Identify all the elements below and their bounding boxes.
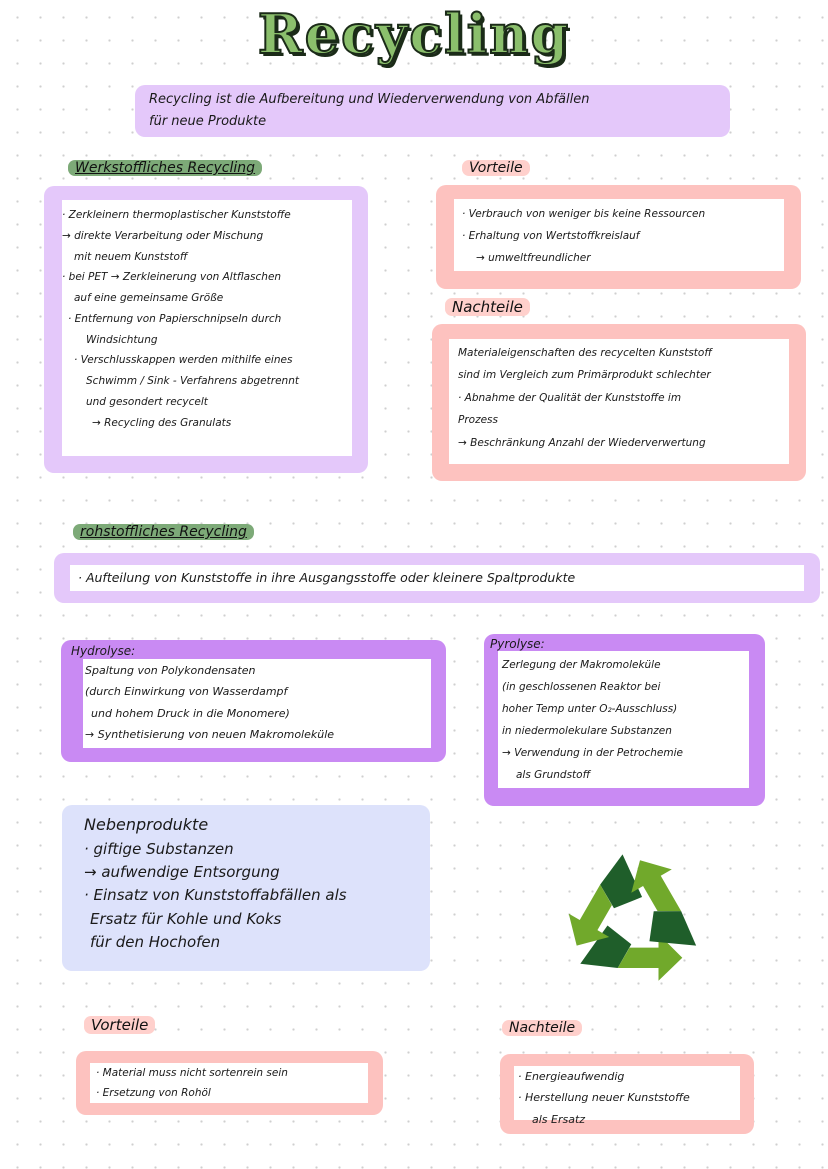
werkstofflich-line: → Recycling des Granulats <box>92 416 232 429</box>
definition-text <box>149 89 589 133</box>
vorteile-label: Vorteile <box>462 160 530 176</box>
vorteile-line: · Erhaltung von Wertstoffkreislauf <box>462 230 640 243</box>
hydrolyse-line: und hohem Druck in die Monomere) <box>91 706 290 720</box>
werkstofflich-line: · Entfernung von Papierschnipseln durch <box>68 312 282 325</box>
werkstofflich-text <box>62 205 299 434</box>
vorteile-box <box>76 1051 383 1115</box>
werkstofflich-line: Windsichtung <box>86 333 158 346</box>
hydrolyse-box <box>61 640 446 762</box>
definition-line: Recycling ist die Aufbereitung und Wiederverwendung von Abfällen <box>149 92 590 107</box>
nebenprodukte-line: für den Hochofen <box>90 932 221 951</box>
pyrolyse-line: Zerlegung der Makromoleküle <box>502 659 661 671</box>
vorteile-line: · Ersetzung von Rohöl <box>96 1087 211 1100</box>
werkstofflich-line: mit neuem Kunststoff <box>74 250 188 263</box>
nachteile-line: Prozess <box>458 414 498 427</box>
pyrolyse-line: in niedermolekulare Substanzen <box>502 725 672 738</box>
nebenprodukte-line: · giftige Substanzen <box>84 839 234 858</box>
rohstofflich-line: · Aufteilung von Kunststoffe in ihre Ausgangsstoffe oder kleinere Spaltprodukte <box>78 570 576 585</box>
nebenprodukte-line: · Einsatz von Kunststoffabfällen als <box>84 886 347 905</box>
nachteile-line: als Ersatz <box>532 1112 586 1126</box>
werkstofflich-line: · bei PET → Zerkleinerung von Altflaschen <box>62 271 282 284</box>
nebenprodukte-box <box>62 805 430 971</box>
werkstofflich-line: und gesondert recycelt <box>86 396 208 409</box>
vorteile-label: Vorteile <box>84 1016 155 1034</box>
nachteile-box <box>432 324 806 481</box>
werkstofflich-line: auf eine gemeinsame Größe <box>74 292 224 305</box>
nebenprodukte-heading: Nebenprodukte <box>84 815 209 834</box>
werkstofflich-line: Schwimm / Sink - Verfahrens abgetrennt <box>86 375 299 388</box>
nachteile-line: Materialeigenschaften des recycelten Kunststoff <box>458 347 712 359</box>
nachteile-line: · Energieaufwendig <box>518 1070 625 1083</box>
hydrolyse-label: Hydrolyse: <box>71 644 136 658</box>
hydrolyse-line: (durch Einwirkung von Wasserdampf <box>85 685 288 699</box>
pyrolyse-line: (in geschlossenen Reaktor bei <box>502 681 661 694</box>
hydrolyse-line: → Synthetisierung von neuen Makromoleküle <box>85 728 335 742</box>
nachteile-line: · Herstellung neuer Kunststoffe <box>518 1091 690 1105</box>
pyrolyse-line: als Grundstoff <box>516 769 591 782</box>
recycle-icon <box>548 832 718 1002</box>
rohstofflich-label: rohstoffliches Recycling <box>73 524 254 540</box>
nebenprodukte-line: Ersatz für Kohle und Koks <box>90 909 282 928</box>
hydrolyse-text <box>85 660 334 746</box>
vorteile-text <box>96 1063 288 1104</box>
definition-box <box>135 85 730 137</box>
werkstofflich-label: Werkstoffliches Recycling <box>68 160 262 176</box>
definition-line: für neue Produkte <box>149 114 267 130</box>
vorteile-box <box>436 185 801 289</box>
nachteile-text <box>458 342 712 454</box>
hydrolyse-line: Spaltung von Polykondensaten <box>85 664 256 677</box>
vorteile-line: · Material muss nicht sortenrein sein <box>96 1067 288 1079</box>
nachteile-label: Nachteile <box>445 298 530 316</box>
nachteile-label: Nachteile <box>502 1020 582 1036</box>
rohstofflich-box <box>54 553 820 603</box>
vorteile-text <box>462 203 705 269</box>
werkstofflich-box <box>44 186 368 473</box>
nebenprodukte-line: → aufwendige Entsorgung <box>84 863 280 882</box>
nachteile-line: · Abnahme der Qualität der Kunststoffe im <box>458 391 682 404</box>
nachteile-box <box>500 1054 754 1134</box>
nachteile-line: → Beschränkung Anzahl der Wiederverwertung <box>458 436 706 449</box>
pyrolyse-box <box>484 634 765 806</box>
werkstofflich-line: · Zerkleinern thermoplastischer Kunststoffe <box>62 209 291 221</box>
pyrolyse-line: → Verwendung in der Petrochemie <box>502 747 683 760</box>
nachteile-line: sind im Vergleich zum Primärprodukt schlechter <box>458 369 711 382</box>
vorteile-line: · Verbrauch von weniger bis keine Ressourcen <box>462 208 706 220</box>
pyrolyse-text <box>502 654 683 786</box>
nebenprodukte-text <box>84 813 347 954</box>
werkstofflich-line: → direkte Verarbeitung oder Mischung <box>62 229 264 242</box>
page-title: Recycling <box>257 2 571 66</box>
pyrolyse-line: hoher Temp unter O₂-Ausschluss) <box>502 703 678 716</box>
nachteile-text <box>518 1066 690 1130</box>
vorteile-line: → umweltfreundlicher <box>476 252 591 265</box>
werkstofflich-line: · Verschlusskappen werden mithilfe eines <box>74 354 293 367</box>
pyrolyse-label: Pyrolyse: <box>490 637 545 651</box>
